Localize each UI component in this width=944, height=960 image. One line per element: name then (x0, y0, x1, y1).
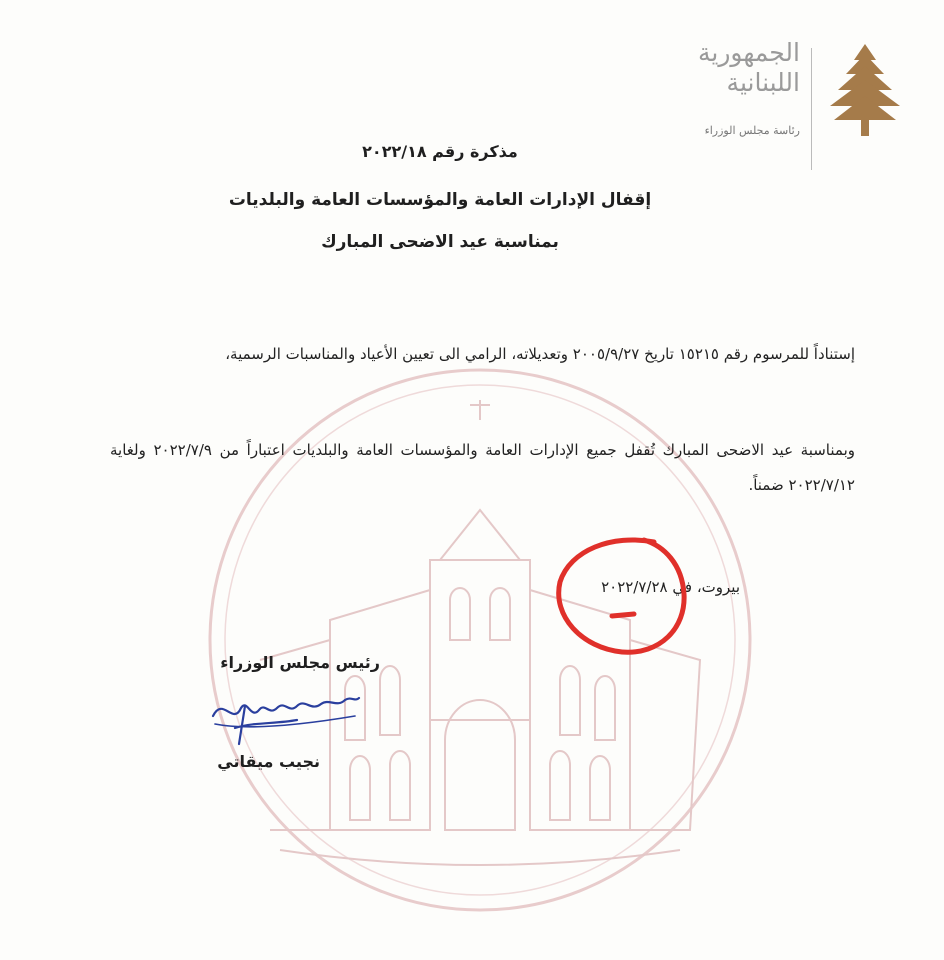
memo-title: إقفال الإدارات العامة والمؤسسات العامة والبلديات (228, 190, 652, 210)
cedar-tree-icon (826, 40, 904, 140)
signer-title: رئيس مجلس الوزراء (220, 653, 380, 672)
body-paragraph-1: إستناداً للمرسوم رقم ١٥٢١٥ تاريخ ٢٠٠٥/٩/٢٧ وتعديلاته، الرامي الى تعيين الأعياد والمناسبات الرسمية، (225, 345, 855, 363)
handwritten-signature (205, 686, 365, 748)
letterhead-title-line2: اللبنانية (726, 68, 800, 97)
memo-number: مذكرة رقم ٢٠٢٢/١٨ (362, 142, 518, 161)
red-highlight-circle (552, 530, 692, 660)
dateline-date: ٢٠٢٢/٧/٢٨ (601, 578, 668, 596)
memo-subtitle: بمناسبة عيد الاضحى المبارك (321, 232, 559, 252)
letterhead-title-line1: الجمهورية (697, 38, 800, 67)
letterhead-title (670, 38, 800, 98)
letterhead-office: رئاسة مجلس الوزراء (704, 124, 800, 137)
letterhead-divider (811, 48, 812, 170)
body-paragraph-2: وبمناسبة عيد الاضحى المبارك تُقفل جميع الإدارات العامة والمؤسسات العامة والبلديات اعتباراً من ٢٠٢٢/٧/٩ ولغاية ٢٠٢٢/٧/١٢ ضمناً. (110, 441, 855, 494)
dateline-place: بيروت، في (672, 578, 740, 596)
signer-name: نجيب ميقاتي (217, 752, 320, 771)
letterhead (664, 28, 904, 158)
